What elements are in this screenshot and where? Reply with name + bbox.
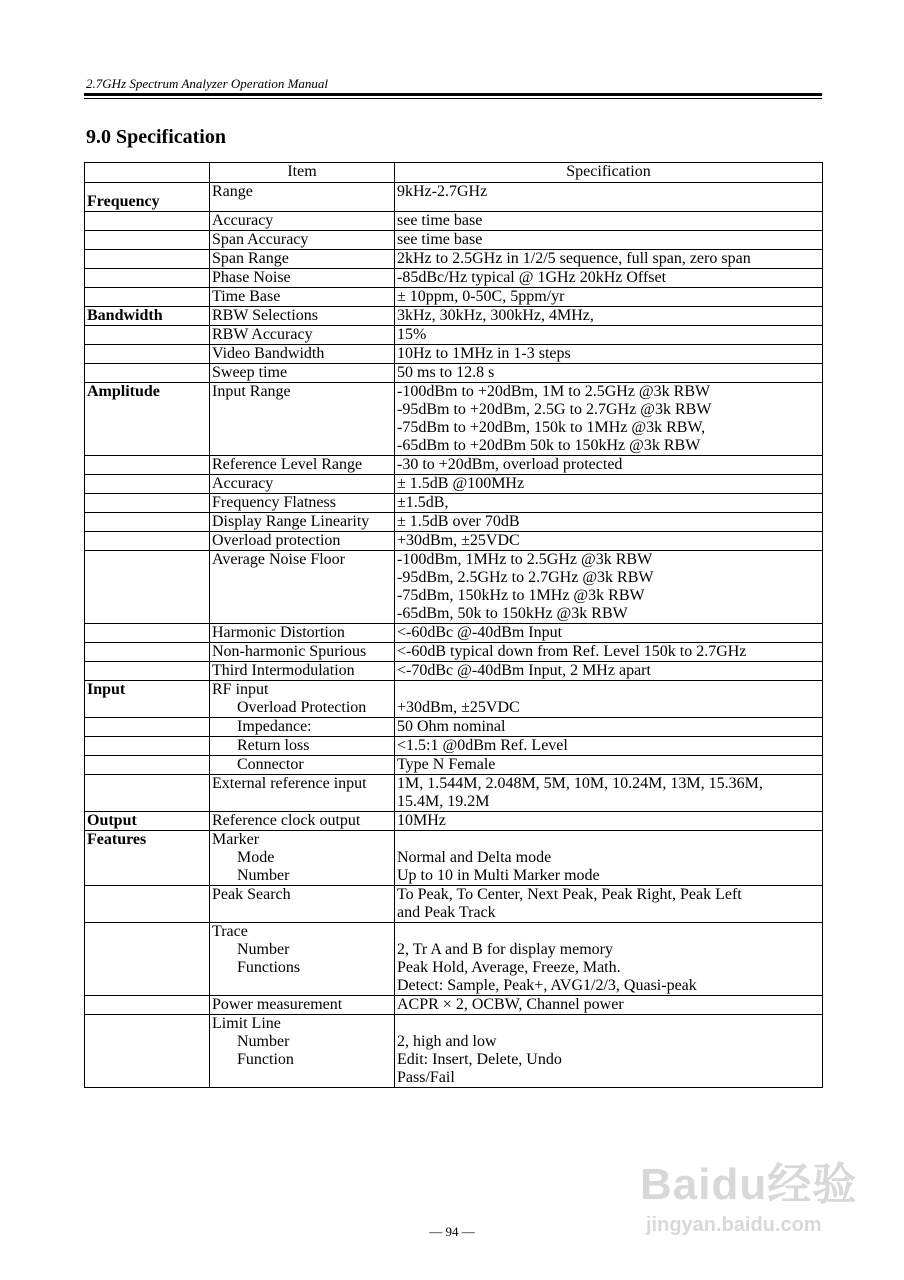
table-row (85, 812, 823, 831)
table-row (85, 681, 823, 718)
category-cell (85, 718, 210, 737)
item-cell (210, 831, 395, 886)
table-row (85, 662, 823, 681)
item-cell (210, 345, 395, 364)
specification-cell (395, 183, 823, 212)
specification-line: and Peak Track (397, 904, 496, 921)
specification-cell (395, 250, 823, 269)
specification-line: -75dBm to +20dBm, 150k to 1MHz @3k RBW, (397, 419, 706, 436)
specification-cell (395, 307, 823, 326)
specification-cell (395, 364, 823, 383)
table-row (85, 288, 823, 307)
table-row (85, 923, 823, 996)
specification-line (397, 681, 820, 699)
column-header-specification: Specification (395, 163, 823, 183)
item-line: Reference Level Range (212, 456, 363, 473)
specification-line: see time base (397, 212, 483, 229)
item-line: Overload Protection (237, 699, 367, 716)
specification-cell (395, 1015, 823, 1088)
specification-line: <-70dBc @-40dBm Input, 2 MHz apart (397, 662, 651, 679)
category-cell (85, 326, 210, 345)
specification-line: <-60dB typical down from Ref. Level 150k to 2.7GHz (397, 643, 747, 660)
category-cell (85, 624, 210, 643)
table-row (85, 551, 823, 624)
specification-line: <1.5:1 @0dBm Ref. Level (397, 737, 568, 754)
table-row (85, 383, 823, 456)
item-line: Mode (237, 849, 275, 866)
table-row (85, 364, 823, 383)
item-line: Range (212, 183, 253, 200)
item-line: Accuracy (212, 212, 274, 229)
item-line: Number (237, 1033, 290, 1050)
specification-line: 2, Tr A and B for display memory (397, 941, 614, 958)
item-cell (210, 886, 395, 923)
table-row (85, 643, 823, 662)
item-line: Peak Search (212, 886, 291, 903)
specification-line: +30dBm, ±25VDC (397, 532, 520, 549)
item-line: Connector (237, 756, 304, 773)
item-cell (210, 923, 395, 996)
specification-cell (395, 383, 823, 456)
specification-line: 2kHz to 2.5GHz in 1/2/5 sequence, full span, zero span (397, 250, 751, 267)
item-cell (210, 775, 395, 812)
specification-line: To Peak, To Center, Next Peak, Peak Right, Peak Left (397, 886, 742, 903)
category-cell (85, 886, 210, 923)
specification-line: -95dBm, 2.5GHz to 2.7GHz @3k RBW (397, 569, 654, 586)
item-line: Non-harmonic Spurious (212, 643, 367, 660)
table-row (85, 475, 823, 494)
specification-line: <-60dBc @-40dBm Input (397, 624, 563, 641)
category-cell: Input (85, 681, 210, 718)
specification-cell (395, 231, 823, 250)
category-cell (85, 513, 210, 532)
category-cell: Amplitude (85, 383, 210, 456)
specification-line: Type N Female (397, 756, 496, 773)
item-cell (210, 183, 395, 212)
specification-line: Normal and Delta mode (397, 849, 552, 866)
watermark-logo: Baidu经验 (640, 1160, 858, 1209)
item-line: RF input (212, 681, 269, 698)
specification-line: 10MHz (397, 812, 446, 829)
specification-line: -85dBc/Hz typical @ 1GHz 20kHz Offset (397, 269, 667, 286)
item-cell (210, 250, 395, 269)
specification-cell (395, 475, 823, 494)
specification-line: 3kHz, 30kHz, 300kHz, 4MHz, (397, 307, 594, 324)
specification-line: -75dBm, 150kHz to 1MHz @3k RBW (397, 587, 645, 604)
specification-line: 15% (397, 326, 427, 343)
table-row (85, 886, 823, 923)
item-line: Limit Line (212, 1015, 281, 1032)
specification-line: ± 1.5dB over 70dB (397, 513, 520, 530)
table-row (85, 250, 823, 269)
specification-cell (395, 345, 823, 364)
specification-cell (395, 624, 823, 643)
category-cell (85, 494, 210, 513)
item-cell (210, 307, 395, 326)
specification-line: 10Hz to 1MHz in 1-3 steps (397, 345, 571, 362)
specification-line: -65dBm, 50k to 150kHz @3k RBW (397, 605, 628, 622)
section-title: 9.0 Specification (86, 126, 226, 148)
specification-line: -30 to +20dBm, overload protected (397, 456, 623, 473)
item-line: Input Range (212, 383, 291, 400)
item-cell (210, 475, 395, 494)
table-row (85, 831, 823, 886)
table-row (85, 996, 823, 1015)
specification-line: 50 ms to 12.8 s (397, 364, 495, 381)
table-body (85, 183, 823, 1088)
category-cell: Output (85, 812, 210, 831)
specification-line: -65dBm to +20dBm 50k to 150kHz @3k RBW (397, 437, 701, 454)
header-rule-thin (84, 98, 822, 99)
item-cell (210, 494, 395, 513)
item-line: Number (237, 867, 290, 884)
item-cell (210, 456, 395, 475)
item-cell (210, 269, 395, 288)
specification-line: ± 10ppm, 0-50C, 5ppm/yr (397, 288, 565, 305)
specification-line: 9kHz-2.7GHz (397, 183, 488, 200)
item-line: Span Accuracy (212, 231, 309, 248)
item-line: External reference input (212, 775, 367, 792)
item-line: Function (237, 1051, 294, 1068)
table-row (85, 212, 823, 231)
item-line: Frequency Flatness (212, 494, 336, 511)
item-cell (210, 643, 395, 662)
specification-cell (395, 923, 823, 996)
table-row (85, 737, 823, 756)
specification-line: ±1.5dB, (397, 494, 449, 511)
category-cell: Features (85, 831, 210, 886)
item-cell (210, 812, 395, 831)
item-line: Span Range (212, 250, 289, 267)
category-cell: Bandwidth (85, 307, 210, 326)
item-cell (210, 532, 395, 551)
item-line: Return loss (237, 737, 310, 754)
table-row (85, 1015, 823, 1088)
watermark (640, 1148, 857, 1237)
table-row (85, 183, 823, 212)
item-cell (210, 551, 395, 624)
item-line: Video Bandwidth (212, 345, 325, 362)
item-line: Accuracy (212, 475, 274, 492)
column-header-category (85, 163, 210, 183)
specification-line: Pass/Fail (397, 1069, 455, 1086)
item-cell (210, 1015, 395, 1088)
specification-line: see time base (397, 231, 483, 248)
item-cell (210, 662, 395, 681)
table-header-row (85, 163, 823, 183)
table-row (85, 624, 823, 643)
item-cell (210, 326, 395, 345)
specification-line: Detect: Sample, Peak+, AVG1/2/3, Quasi-peak (397, 977, 697, 994)
item-line: Impedance: (237, 718, 312, 735)
table-row (85, 326, 823, 345)
category-cell (85, 643, 210, 662)
item-line: Third Intermodulation (212, 662, 355, 679)
category-cell (85, 737, 210, 756)
item-cell (210, 364, 395, 383)
table-row (85, 269, 823, 288)
item-line: Overload protection (212, 532, 341, 549)
table-row (85, 456, 823, 475)
item-line: Display Range Linearity (212, 513, 370, 530)
specification-line: 15.4M, 19.2M (397, 793, 490, 810)
item-cell (210, 513, 395, 532)
item-cell (210, 681, 395, 718)
specification-cell (395, 681, 823, 718)
specification-cell (395, 269, 823, 288)
item-cell (210, 212, 395, 231)
specification-cell (395, 643, 823, 662)
item-line: Harmonic Distortion (212, 624, 345, 641)
item-line: Average Noise Floor (212, 551, 345, 568)
specification-cell (395, 662, 823, 681)
specification-cell (395, 812, 823, 831)
table-row (85, 307, 823, 326)
specification-line (397, 831, 820, 849)
item-line: Marker (212, 831, 260, 848)
specification-cell (395, 775, 823, 812)
category-cell (85, 231, 210, 250)
specification-line: ACPR × 2, OCBW, Channel power (397, 996, 624, 1013)
category-cell (85, 364, 210, 383)
item-line: Phase Noise (212, 269, 291, 286)
item-line: Time Base (212, 288, 281, 305)
specification-line: -95dBm to +20dBm, 2.5G to 2.7GHz @3k RBW (397, 401, 712, 418)
specification-cell (395, 456, 823, 475)
category-cell (85, 212, 210, 231)
specification-line: ± 1.5dB @100MHz (397, 475, 525, 492)
specification-line: Edit: Insert, Delete, Undo (397, 1051, 562, 1068)
specification-cell (395, 551, 823, 624)
specification-line: 2, high and low (397, 1033, 497, 1050)
manual-title: 2.7GHz Spectrum Analyzer Operation Manual (86, 76, 329, 91)
specification-cell (395, 737, 823, 756)
page-number: — 94 — (429, 1224, 475, 1239)
specification-cell (395, 886, 823, 923)
specification-line: -100dBm, 1MHz to 2.5GHz @3k RBW (397, 551, 653, 568)
item-line: Number (237, 941, 290, 958)
item-line: Sweep time (212, 364, 288, 381)
table-row (85, 718, 823, 737)
item-cell (210, 737, 395, 756)
category-cell (85, 775, 210, 812)
specification-cell (395, 532, 823, 551)
item-line: Functions (237, 959, 301, 976)
specification-line: -100dBm to +20dBm, 1M to 2.5GHz @3k RBW (397, 383, 711, 400)
category-cell: Frequency (85, 183, 210, 212)
table-row (85, 345, 823, 364)
specification-cell (395, 288, 823, 307)
table-row (85, 775, 823, 812)
specification-line: +30dBm, ±25VDC (397, 699, 520, 716)
category-cell (85, 269, 210, 288)
specification-cell (395, 996, 823, 1015)
category-cell (85, 250, 210, 269)
category-cell (85, 662, 210, 681)
specification-cell (395, 718, 823, 737)
specification-line: 50 Ohm nominal (397, 718, 506, 735)
item-cell (210, 756, 395, 775)
specification-cell (395, 212, 823, 231)
specification-line: 1M, 1.544M, 2.048M, 5M, 10M, 10.24M, 13M, 15.36M, (397, 775, 763, 792)
specification-cell (395, 513, 823, 532)
table-row (85, 756, 823, 775)
item-cell (210, 383, 395, 456)
specification-table (84, 162, 823, 1088)
item-line: RBW Accuracy (212, 326, 313, 343)
category-cell (85, 288, 210, 307)
category-cell (85, 551, 210, 624)
specification-line: Up to 10 in Multi Marker mode (397, 867, 600, 884)
item-cell (210, 624, 395, 643)
table-row (85, 513, 823, 532)
item-cell (210, 718, 395, 737)
item-cell (210, 231, 395, 250)
category-cell (85, 345, 210, 364)
item-line: RBW Selections (212, 307, 318, 324)
header-rule (84, 93, 822, 96)
category-cell (85, 756, 210, 775)
specification-cell (395, 494, 823, 513)
category-cell (85, 923, 210, 996)
category-cell (85, 456, 210, 475)
specification-cell (395, 326, 823, 345)
category-cell (85, 996, 210, 1015)
category-cell (85, 1015, 210, 1088)
specification-line (397, 1015, 820, 1033)
item-cell (210, 288, 395, 307)
specification-line (397, 923, 820, 941)
specification-cell (395, 756, 823, 775)
table-row (85, 532, 823, 551)
category-cell (85, 475, 210, 494)
item-cell (210, 996, 395, 1015)
item-line: Power measurement (212, 996, 343, 1013)
item-line: Trace (212, 923, 248, 940)
watermark-url: jingyan.baidu.com (646, 1214, 822, 1236)
category-cell (85, 532, 210, 551)
item-line: Reference clock output (212, 812, 361, 829)
specification-cell (395, 831, 823, 886)
table-row (85, 231, 823, 250)
column-header-item: Item (210, 163, 395, 183)
table-row (85, 494, 823, 513)
specification-line: Peak Hold, Average, Freeze, Math. (397, 959, 621, 976)
